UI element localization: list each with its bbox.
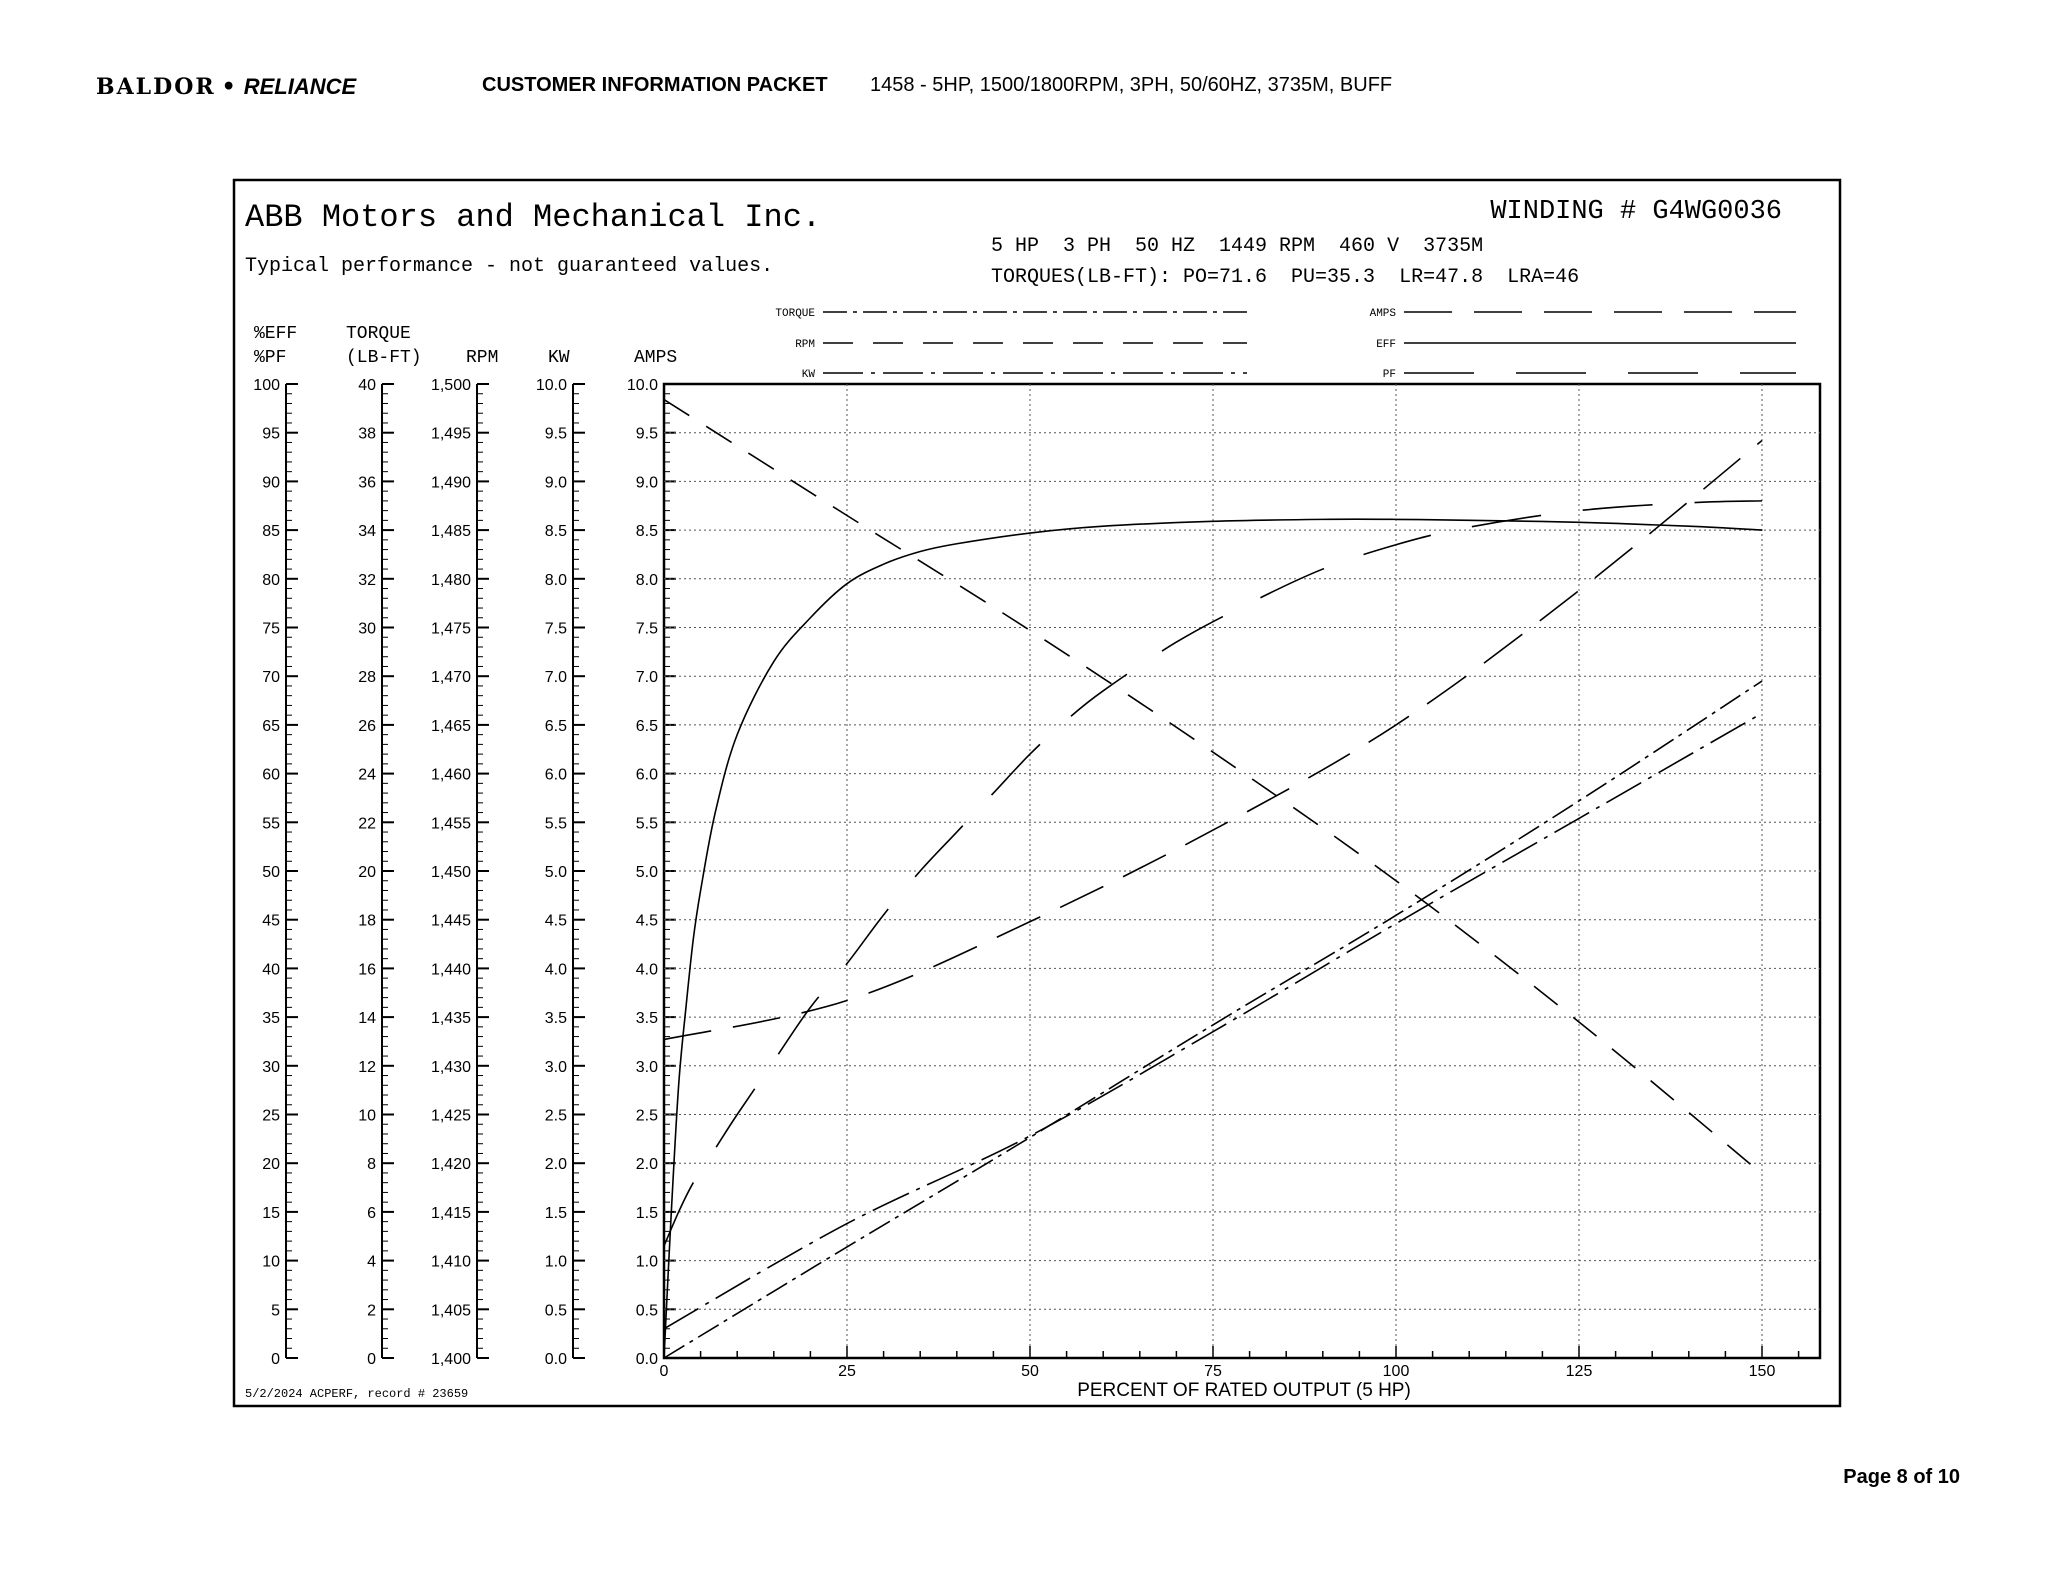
y-tick-label: 6.0 [635, 766, 658, 784]
y-tick-label: 4.5 [635, 912, 658, 930]
page-number: Page 8 of 10 [1843, 1466, 1960, 1488]
y-tick-label: 14 [358, 1010, 376, 1028]
y-tick-label: 8 [367, 1156, 376, 1174]
y-tick-label: 3.5 [635, 1010, 658, 1028]
y-axis-title: TORQUE [346, 324, 411, 344]
y-tick-label: 5.0 [544, 864, 567, 881]
y-tick-label: 1.0 [544, 1253, 567, 1271]
y-tick-label: 1.5 [635, 1204, 658, 1222]
y-tick-label: 2.0 [635, 1156, 658, 1174]
brand-dot: • [221, 74, 238, 100]
y-tick-label: 5.5 [635, 815, 658, 833]
y-tick-label: 3.0 [544, 1058, 567, 1076]
y-tick-label: 10.0 [626, 377, 658, 394]
y-tick-label: 30 [358, 620, 376, 638]
y-axis-title: %PF [254, 348, 287, 368]
y-tick-label: 5.0 [635, 864, 658, 881]
chart-title: ABB Motors and Mechanical Inc. [245, 199, 822, 236]
y-tick-label: 65 [262, 717, 280, 735]
y-tick-label: 30 [262, 1058, 280, 1076]
y-tick-label: 7.5 [635, 620, 658, 638]
y-tick-label: 26 [358, 717, 376, 735]
y-tick-label: 9.0 [635, 474, 658, 492]
chart-subtitle: Typical performance - not guaranteed values. [245, 255, 774, 278]
x-tick-label: 75 [1204, 1363, 1222, 1380]
y-tick-label: 1,465 [430, 717, 471, 735]
y-tick-label: 32 [358, 571, 376, 589]
y-axis-title: RPM [466, 348, 499, 368]
y-tick-label: 4 [367, 1253, 376, 1271]
y-tick-label: 3.0 [635, 1058, 658, 1076]
y-tick-label: 80 [262, 571, 280, 589]
y-tick-label: 6.5 [544, 717, 567, 735]
y-tick-label: 1,500 [430, 377, 471, 394]
y-tick-label: 95 [262, 425, 280, 443]
y-tick-label: 45 [262, 912, 280, 930]
y-tick-label: 1,455 [430, 815, 471, 833]
y-tick-label: 16 [358, 961, 376, 979]
y-tick-label: 1,400 [430, 1351, 471, 1368]
y-tick-label: 9.5 [635, 425, 658, 443]
x-tick-label: 100 [1382, 1363, 1410, 1380]
y-tick-label: 38 [358, 425, 376, 443]
legend-label-torque: TORQUE [775, 308, 815, 320]
y-tick-label: 28 [358, 669, 376, 687]
y-tick-label: 36 [358, 474, 376, 492]
y-tick-label: 10.0 [535, 377, 567, 394]
legend-label-kw: KW [801, 369, 815, 381]
legend-label-pf: PF [1382, 369, 1396, 381]
y-tick-label: 2.0 [544, 1156, 567, 1174]
x-tick-label: 0 [659, 1363, 669, 1380]
y-tick-label: 9.0 [544, 474, 567, 492]
y-tick-label: 15 [262, 1204, 280, 1222]
y-tick-label: 55 [262, 815, 280, 833]
y-tick-label: 3.5 [544, 1010, 567, 1028]
x-tick-label: 25 [838, 1363, 856, 1380]
y-tick-label: 9.5 [544, 425, 567, 443]
y-tick-label: 1,485 [430, 523, 471, 541]
y-tick-label: 2.5 [544, 1107, 567, 1125]
y-tick-label: 2 [367, 1302, 376, 1320]
y-tick-label: 40 [262, 961, 280, 979]
plot-area [660, 384, 1820, 1380]
y-tick-label: 7.0 [635, 669, 658, 687]
y-tick-label: 34 [358, 523, 376, 541]
y-tick-label: 1,450 [430, 864, 471, 881]
y-tick-label: 7.5 [544, 620, 567, 638]
y-tick-label: 1,490 [430, 474, 471, 492]
y-tick-label: 5.5 [544, 815, 567, 833]
y-axis-title: (LB-FT) [346, 348, 422, 368]
y-tick-label: 20 [358, 864, 376, 881]
x-tick-label: 150 [1748, 1363, 1776, 1380]
y-tick-label: 2.5 [635, 1107, 658, 1125]
torques-label: TORQUES(LB-FT): PO=71.6 PU=35.3 LR=47.8 LRA=46 [991, 266, 1580, 289]
y-tick-label: 8.0 [544, 571, 567, 589]
y-tick-label: 5 [271, 1302, 280, 1320]
y-tick-label: 22 [358, 815, 376, 833]
plot-border [664, 384, 1820, 1358]
record-label: 5/2/2024 ACPERF, record # 23659 [245, 1387, 469, 1401]
y-tick-label: 8.0 [635, 571, 658, 589]
y-tick-label: 1,425 [430, 1107, 471, 1125]
y-axis-title: %EFF [254, 324, 298, 344]
y-tick-label: 6.5 [635, 717, 658, 735]
y-tick-label: 1,460 [430, 766, 471, 784]
y-tick-label: 0 [367, 1351, 376, 1368]
y-tick-label: 100 [253, 377, 280, 394]
y-tick-label: 8.5 [544, 523, 567, 541]
y-tick-label: 10 [262, 1253, 280, 1271]
y-tick-label: 40 [358, 377, 376, 394]
y-tick-label: 90 [262, 474, 280, 492]
y-tick-label: 1.5 [544, 1204, 567, 1222]
y-tick-label: 0.0 [635, 1351, 658, 1368]
brand-baldor: BALDOR [96, 74, 216, 100]
winding-label: WINDING # G4WG0036 [1490, 197, 1782, 227]
y-tick-label: 85 [262, 523, 280, 541]
y-tick-label: 7.0 [544, 669, 567, 687]
y-tick-label: 1,420 [430, 1156, 471, 1174]
legend-label-rpm: RPM [795, 339, 815, 351]
y-axis-title: KW [548, 348, 570, 368]
y-tick-label: 8.5 [635, 523, 658, 541]
y-tick-label: 1,445 [430, 912, 471, 930]
y-tick-label: 4.0 [635, 961, 658, 979]
y-tick-label: 60 [262, 766, 280, 784]
y-tick-label: 70 [262, 669, 280, 687]
y-tick-label: 4.5 [544, 912, 567, 930]
chart-legend [775, 308, 1796, 381]
model-description: 1458 - 5HP, 1500/1800RPM, 3PH, 50/60HZ, 3735M, BUFF [870, 74, 1393, 96]
y-tick-label: 1,480 [430, 571, 471, 589]
y-tick-label: 24 [358, 766, 376, 784]
y-tick-label: 1,475 [430, 620, 471, 638]
y-tick-label: 1,415 [430, 1204, 471, 1222]
y-tick-label: 1,470 [430, 669, 471, 687]
y-axes [253, 324, 677, 1368]
specs-label: 5 HP 3 PH 50 HZ 1449 RPM 460 V 3735M [991, 235, 1484, 258]
y-tick-label: 50 [262, 864, 280, 881]
y-tick-label: 0 [271, 1351, 280, 1368]
x-tick-label: 125 [1565, 1363, 1593, 1380]
y-tick-label: 6 [367, 1204, 376, 1222]
packet-title: CUSTOMER INFORMATION PACKET [482, 74, 828, 96]
y-tick-label: 6.0 [544, 766, 567, 784]
y-tick-label: 1,430 [430, 1058, 471, 1076]
y-tick-label: 0.0 [544, 1351, 567, 1368]
y-tick-label: 1,435 [430, 1010, 471, 1028]
y-tick-label: 0.5 [635, 1302, 658, 1320]
y-tick-label: 1.0 [635, 1253, 658, 1271]
y-tick-label: 4.0 [544, 961, 567, 979]
y-tick-label: 25 [262, 1107, 280, 1125]
legend-label-amps: AMPS [1369, 308, 1396, 320]
y-tick-label: 0.5 [544, 1302, 567, 1320]
legend-label-eff: EFF [1376, 339, 1396, 351]
y-tick-label: 18 [358, 912, 376, 930]
y-tick-label: 10 [358, 1107, 376, 1125]
x-tick-label: 50 [1021, 1363, 1039, 1380]
y-tick-label: 1,495 [430, 425, 471, 443]
y-tick-label: 1,410 [430, 1253, 471, 1271]
y-tick-label: 12 [358, 1058, 376, 1076]
x-axis-label: PERCENT OF RATED OUTPUT (5 HP) [1077, 1380, 1411, 1401]
y-tick-label: 20 [262, 1156, 280, 1174]
y-tick-label: 1,440 [430, 961, 471, 979]
y-tick-label: 75 [262, 620, 280, 638]
y-tick-label: 1,405 [430, 1302, 471, 1320]
brand-reliance: RELIANCE [243, 74, 357, 99]
y-axis-title: AMPS [634, 348, 678, 368]
y-tick-label: 35 [262, 1010, 280, 1028]
